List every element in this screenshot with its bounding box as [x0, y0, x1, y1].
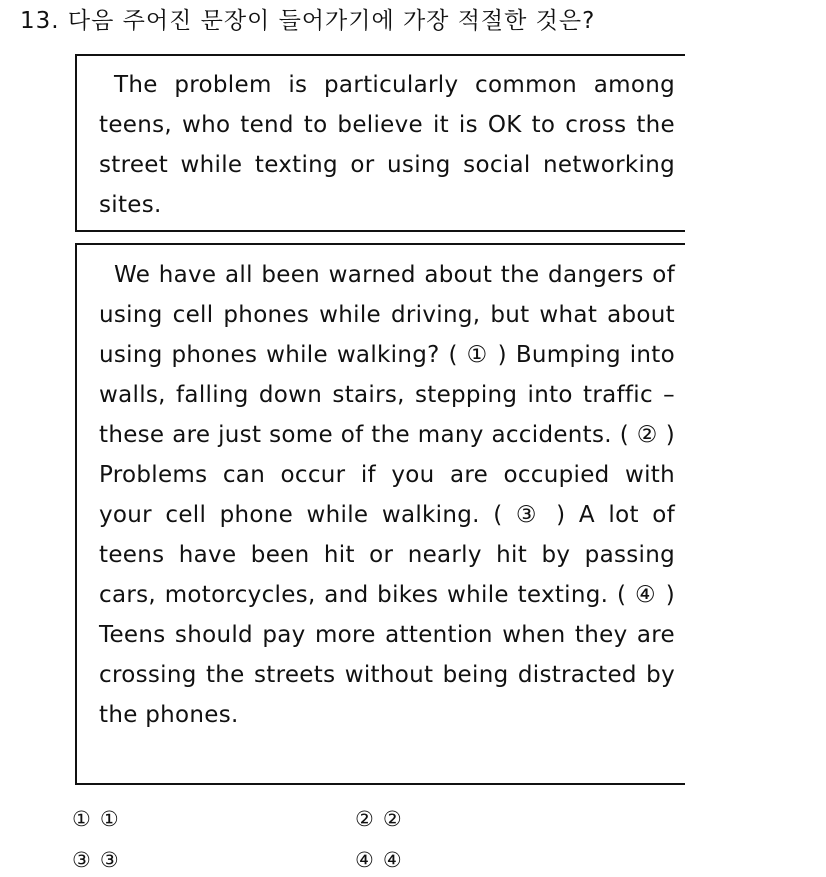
question-title: 13. 다음 주어진 문장이 들어가기에 가장 적절한 것은? [20, 8, 596, 34]
choice-text: ① [99, 807, 120, 831]
passage-text: We have all been warned about the dangers of using cell phones while driving, but what about using phones while walking? ( ① ) Bumping into walls, falling down stairs, stepping into traffic – these are just some of the many accidents. ( ② ) Problems can occur if you are occupied with your cell phone while walking. ( ③ ) A lot of teens have been hit or nearly hit by passing cars, motorcycles, and bikes while texting. ( ④ ) Teens should pay more attention when they are crossing the streets without being distracted by the phones. [99, 262, 675, 728]
choice-text: ④ [382, 848, 403, 872]
choice-number: ③ [72, 848, 92, 872]
choice-4[interactable] [355, 845, 403, 875]
choice-number: ④ [355, 848, 375, 872]
choice-number: ① [72, 807, 92, 831]
choice-number: ② [355, 807, 375, 831]
given-sentence: The problem is particularly common among teens, who tend to believe it is OK to cross the street while texting or using social networking sites. [99, 72, 675, 218]
passage-box [75, 243, 685, 785]
choice-2[interactable] [355, 804, 403, 834]
choice-text: ③ [99, 848, 120, 872]
choice-1[interactable] [72, 804, 120, 834]
choice-text: ② [382, 807, 403, 831]
given-sentence-box [75, 54, 685, 232]
choice-3[interactable] [72, 845, 120, 875]
